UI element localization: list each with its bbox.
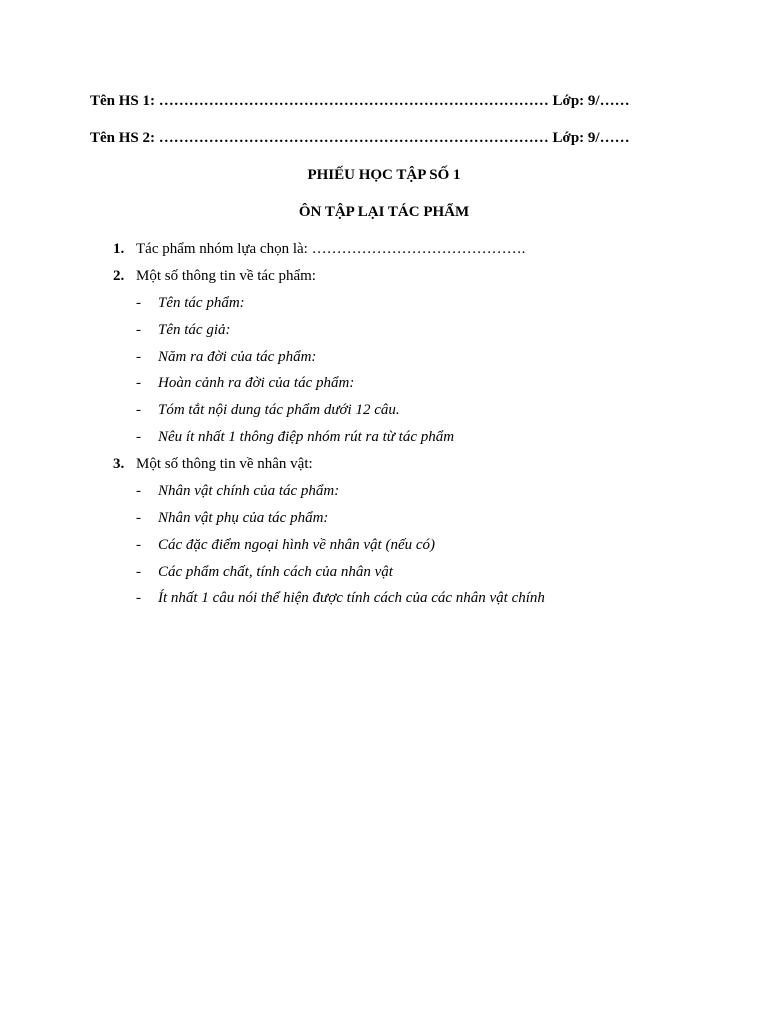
- worksheet-subtitle: ÔN TẬP LẠI TÁC PHẨM: [298, 204, 470, 220]
- sub-item-text: Nhân vật chính của tác phẩm:: [158, 483, 340, 499]
- dash-bullet: -: [136, 590, 141, 606]
- sub-item-text: Các phẩm chất, tính cách của nhân vật: [158, 564, 393, 580]
- item-text: Một số thông tin về tác phẩm:: [136, 268, 316, 284]
- item-number: 3.: [113, 456, 125, 472]
- student-2-line: [90, 130, 630, 147]
- sub-item-text: Ít nhất 1 câu nói thể hiện được tính cách của các nhân vật chính: [158, 590, 545, 606]
- sub-item-text: Tên tác phẩm:: [158, 295, 245, 311]
- item-number: 2.: [113, 268, 125, 284]
- sub-item-text: Hoàn cảnh ra đời của tác phẩm:: [158, 375, 355, 391]
- student-2-class: Lớp: 9/……: [552, 130, 630, 146]
- student-1-class: Lớp: 9/……: [552, 93, 630, 109]
- item-text: Một số thông tin về nhân vật:: [136, 456, 313, 472]
- sub-item-text: Các đặc điểm ngoại hình về nhân vật (nếu có): [158, 537, 436, 553]
- worksheet-title: PHIẾU HỌC TẬP SỐ 1: [307, 167, 461, 183]
- dash-bullet: -: [136, 537, 141, 553]
- student-1-label: Tên HS 1:: [90, 93, 156, 109]
- dash-bullet: -: [136, 349, 141, 365]
- dash-bullet: -: [136, 429, 141, 445]
- item-text: Tác phẩm nhóm lựa chọn là: …………………………………….: [136, 241, 526, 257]
- dash-bullet: -: [136, 295, 141, 311]
- dash-bullet: -: [136, 564, 141, 580]
- student-2-label: Tên HS 2:: [90, 130, 156, 146]
- student-2-dots: ……………………………………………………………………: [158, 130, 549, 146]
- student-1-line: [90, 93, 630, 110]
- item-number: 1.: [113, 241, 125, 257]
- sub-item-text: Nhân vật phụ của tác phẩm:: [158, 510, 329, 526]
- dash-bullet: -: [136, 375, 141, 391]
- dash-bullet: -: [136, 483, 141, 499]
- student-1-dots: ……………………………………………………………………: [158, 93, 549, 109]
- dash-bullet: -: [136, 322, 141, 338]
- dash-bullet: -: [136, 402, 141, 418]
- sub-item-text: Nêu ít nhất 1 thông điệp nhóm rút ra từ tác phẩm: [158, 429, 455, 445]
- sub-item-text: Tóm tắt nội dung tác phẩm dưới 12 câu.: [158, 402, 400, 418]
- sub-item-text: Năm ra đời của tác phẩm:: [158, 349, 317, 365]
- dash-bullet: -: [136, 510, 141, 526]
- sub-item-text: Tên tác giả:: [158, 322, 231, 338]
